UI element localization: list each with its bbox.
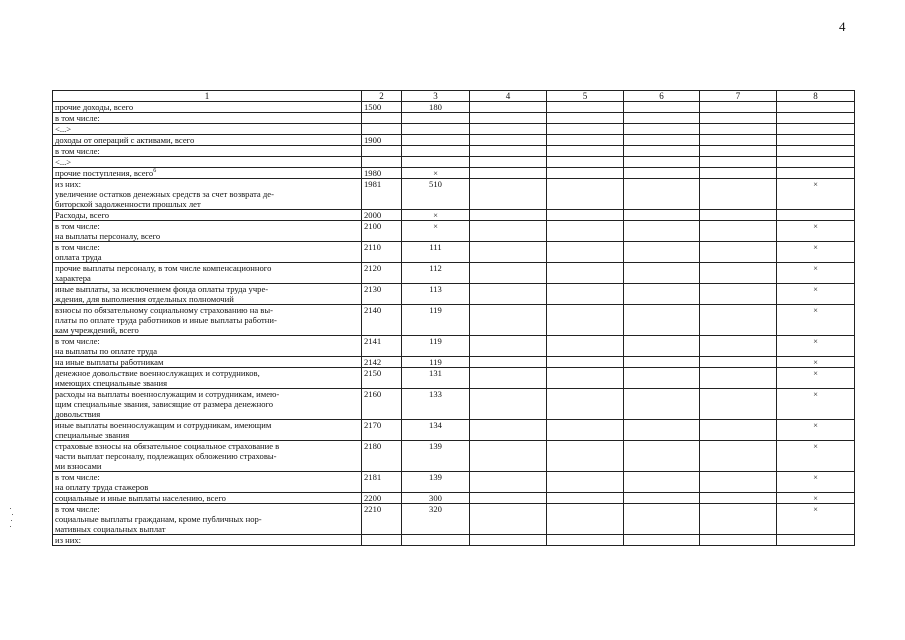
row-label-line: <...>: [55, 124, 72, 134]
value-cell: [624, 102, 700, 113]
value-cell: [547, 221, 624, 242]
column-header: 6: [624, 91, 700, 102]
page-number: 4: [839, 19, 846, 34]
row-label-cell: [53, 305, 362, 336]
value-cell: [547, 368, 624, 389]
table-row: [53, 472, 855, 493]
table-row: [53, 284, 855, 305]
kosgu-code-cell: 131: [402, 368, 470, 389]
value-cell: [624, 368, 700, 389]
value-cell: [470, 102, 547, 113]
table-row: [53, 102, 855, 113]
row-label-line: взносы по обязательному социальному страхованию на вы-: [55, 305, 273, 315]
mark-cell: ×: [777, 389, 855, 420]
value-cell: [700, 221, 777, 242]
row-label-line: на выплаты персоналу, всего: [55, 231, 161, 241]
value-cell: [700, 472, 777, 493]
kosgu-code-cell: 139: [402, 441, 470, 472]
value-cell: [624, 472, 700, 493]
column-header: 4: [470, 91, 547, 102]
row-code-cell: 2170: [362, 420, 402, 441]
value-cell: [470, 493, 547, 504]
row-label-cell: [53, 168, 362, 179]
row-code-cell: 2140: [362, 305, 402, 336]
column-header: 2: [362, 91, 402, 102]
table-row: [53, 357, 855, 368]
row-label-line: части выплат персоналу, подлежащих обложению страховы-: [55, 451, 277, 461]
row-label-cell: [53, 441, 362, 472]
mark-cell: ×: [777, 284, 855, 305]
row-label-cell: [53, 102, 362, 113]
row-code-cell: 2160: [362, 389, 402, 420]
table-row: [53, 113, 855, 124]
row-label-cell: [53, 124, 362, 135]
row-label-line: в том числе:: [55, 221, 100, 231]
value-cell: [624, 242, 700, 263]
row-label-line: имеющих специальные звания: [55, 378, 168, 388]
row-code-cell: [362, 113, 402, 124]
value-cell: [470, 124, 547, 135]
row-label-line: социальные выплаты гражданам, кроме публичных нор-: [55, 514, 262, 524]
budget-table: [52, 90, 855, 546]
value-cell: [700, 102, 777, 113]
value-cell: [624, 336, 700, 357]
row-code-cell: 2181: [362, 472, 402, 493]
value-cell: [624, 179, 700, 210]
table-row: [53, 242, 855, 263]
row-code-cell: 2210: [362, 504, 402, 535]
scan-specks: [10, 508, 13, 528]
row-code-cell: [362, 157, 402, 168]
table-row: [53, 420, 855, 441]
mark-cell: ×: [777, 179, 855, 210]
value-cell: [624, 305, 700, 336]
mark-cell: [777, 113, 855, 124]
value-cell: [624, 113, 700, 124]
value-cell: [470, 221, 547, 242]
value-cell: [547, 124, 624, 135]
row-code-cell: [362, 124, 402, 135]
row-label-line: в том числе:: [55, 146, 100, 156]
row-label-cell: [53, 535, 362, 546]
value-cell: [700, 124, 777, 135]
kosgu-code-cell: 112: [402, 263, 470, 284]
value-cell: [547, 389, 624, 420]
value-cell: [470, 504, 547, 535]
kosgu-code-cell: [402, 535, 470, 546]
row-code-cell: 2180: [362, 441, 402, 472]
value-cell: [547, 113, 624, 124]
row-label-cell: [53, 113, 362, 124]
value-cell: [470, 135, 547, 146]
value-cell: [624, 157, 700, 168]
value-cell: [624, 210, 700, 221]
kosgu-code-cell: [402, 113, 470, 124]
value-cell: [547, 535, 624, 546]
row-code-cell: 1500: [362, 102, 402, 113]
row-label-line: специальные звания: [55, 430, 130, 440]
kosgu-code-cell: ×: [402, 210, 470, 221]
value-cell: [624, 420, 700, 441]
value-cell: [700, 242, 777, 263]
kosgu-code-cell: 510: [402, 179, 470, 210]
header-row: [53, 91, 855, 102]
row-code-cell: 2110: [362, 242, 402, 263]
row-label-line: социальные и иные выплаты населению, всего: [55, 493, 226, 503]
value-cell: [700, 441, 777, 472]
table-row: [53, 135, 855, 146]
row-label-line: доходы от операций с активами, всего: [55, 135, 195, 145]
table-row: [53, 124, 855, 135]
row-label-line: щим специальные звания, зависящие от размера денежного: [55, 399, 274, 409]
row-label-cell: [53, 389, 362, 420]
value-cell: [624, 389, 700, 420]
row-label-line: довольствия: [55, 409, 101, 419]
row-label-line: иные выплаты, за исключением фонда оплаты труда учре-: [55, 284, 269, 294]
value-cell: [470, 472, 547, 493]
row-label-cell: [53, 472, 362, 493]
kosgu-code-cell: 134: [402, 420, 470, 441]
value-cell: [470, 179, 547, 210]
value-cell: [624, 263, 700, 284]
value-cell: [470, 357, 547, 368]
row-label-line: в том числе:: [55, 336, 100, 346]
table-row: [53, 504, 855, 535]
mark-cell: [777, 102, 855, 113]
column-header: 3: [402, 91, 470, 102]
value-cell: [700, 305, 777, 336]
row-label-line: в том числе:: [55, 242, 100, 252]
row-code-cell: [362, 146, 402, 157]
value-cell: [547, 157, 624, 168]
row-code-cell: 1900: [362, 135, 402, 146]
table-row: [53, 305, 855, 336]
mark-cell: [777, 135, 855, 146]
table-row: [53, 441, 855, 472]
kosgu-code-cell: [402, 124, 470, 135]
row-label-line: мативных социальных выплат: [55, 524, 166, 534]
value-cell: [700, 179, 777, 210]
mark-cell: ×: [777, 420, 855, 441]
value-cell: [470, 535, 547, 546]
row-code-cell: 2200: [362, 493, 402, 504]
mark-cell: [777, 124, 855, 135]
row-label-cell: [53, 179, 362, 210]
table-row: [53, 210, 855, 221]
table-row: [53, 168, 855, 179]
value-cell: [700, 168, 777, 179]
mark-cell: [777, 157, 855, 168]
value-cell: [700, 535, 777, 546]
row-label-line: увеличение остатков денежных средств за счет возврата де-: [55, 189, 274, 199]
row-code-cell: [362, 535, 402, 546]
table-row: [53, 263, 855, 284]
kosgu-code-cell: 320: [402, 504, 470, 535]
table-row: [53, 146, 855, 157]
row-label-cell: [53, 221, 362, 242]
row-code-cell: 2142: [362, 357, 402, 368]
value-cell: [700, 357, 777, 368]
row-label-line: иные выплаты военнослужащим и сотрудникам, имеющим: [55, 420, 272, 430]
row-label-cell: [53, 242, 362, 263]
column-header: 7: [700, 91, 777, 102]
value-cell: [624, 168, 700, 179]
column-header: 8: [777, 91, 855, 102]
table-row: [53, 157, 855, 168]
mark-cell: [777, 535, 855, 546]
mark-cell: [777, 146, 855, 157]
value-cell: [470, 168, 547, 179]
row-label-line: страховые взносы на обязательное социальное страхование в: [55, 441, 280, 451]
row-label-line: расходы на выплаты военнослужащим и сотрудникам, имею-: [55, 389, 280, 399]
table-row: [53, 493, 855, 504]
value-cell: [624, 493, 700, 504]
row-label-cell: [53, 146, 362, 157]
kosgu-code-cell: [402, 157, 470, 168]
mark-cell: [777, 210, 855, 221]
value-cell: [700, 284, 777, 305]
row-label-cell: [53, 504, 362, 535]
mark-cell: ×: [777, 493, 855, 504]
value-cell: [624, 535, 700, 546]
mark-cell: ×: [777, 242, 855, 263]
row-label-cell: [53, 368, 362, 389]
row-label-line: оплата труда: [55, 252, 102, 262]
table-row: [53, 535, 855, 546]
row-label-line: платы по оплате труда работников и иные выплаты работни-: [55, 315, 277, 325]
value-cell: [624, 441, 700, 472]
value-cell: [700, 389, 777, 420]
value-cell: [547, 146, 624, 157]
value-cell: [624, 124, 700, 135]
row-code-cell: 1981: [362, 179, 402, 210]
value-cell: [470, 157, 547, 168]
mark-cell: [777, 168, 855, 179]
table-row: [53, 179, 855, 210]
kosgu-code-cell: [402, 135, 470, 146]
kosgu-code-cell: ×: [402, 221, 470, 242]
value-cell: [470, 441, 547, 472]
value-cell: [547, 135, 624, 146]
row-label-line: прочие поступления, всего: [55, 168, 154, 178]
row-label-line: биторской задолженности прошлых лет: [55, 199, 201, 209]
value-cell: [470, 336, 547, 357]
row-label-line: из них:: [55, 179, 82, 189]
row-label-line: прочие выплаты персоналу, в том числе компенсационного: [55, 263, 272, 273]
value-cell: [470, 113, 547, 124]
kosgu-code-cell: 111: [402, 242, 470, 263]
row-label-line: Расходы, всего: [55, 210, 110, 220]
kosgu-code-cell: 180: [402, 102, 470, 113]
mark-cell: ×: [777, 357, 855, 368]
value-cell: [547, 357, 624, 368]
mark-cell: ×: [777, 504, 855, 535]
value-cell: [547, 284, 624, 305]
value-cell: [700, 157, 777, 168]
value-cell: [700, 493, 777, 504]
row-label-cell: [53, 336, 362, 357]
value-cell: [700, 336, 777, 357]
row-label-line: ждения, для выполнения отдельных полномочий: [55, 294, 234, 304]
mark-cell: ×: [777, 441, 855, 472]
value-cell: [700, 263, 777, 284]
row-code-cell: 2120: [362, 263, 402, 284]
value-cell: [624, 135, 700, 146]
row-label-line: кам учреждений, всего: [55, 325, 139, 335]
value-cell: [547, 210, 624, 221]
value-cell: [547, 493, 624, 504]
row-label-cell: [53, 263, 362, 284]
row-code-cell: 2141: [362, 336, 402, 357]
kosgu-code-cell: 133: [402, 389, 470, 420]
value-cell: [700, 420, 777, 441]
table-row: [53, 336, 855, 357]
footnote-mark: 6: [153, 168, 157, 175]
kosgu-code-cell: 300: [402, 493, 470, 504]
table-row: [53, 389, 855, 420]
value-cell: [700, 113, 777, 124]
row-code-cell: 2130: [362, 284, 402, 305]
kosgu-code-cell: 139: [402, 472, 470, 493]
value-cell: [547, 420, 624, 441]
value-cell: [547, 102, 624, 113]
value-cell: [547, 168, 624, 179]
kosgu-code-cell: [402, 146, 470, 157]
kosgu-code-cell: ×: [402, 168, 470, 179]
row-label-cell: [53, 493, 362, 504]
value-cell: [547, 242, 624, 263]
kosgu-code-cell: 119: [402, 336, 470, 357]
value-cell: [547, 336, 624, 357]
column-header: 5: [547, 91, 624, 102]
row-label-line: на выплаты по оплате труда: [55, 346, 158, 356]
column-header: 1: [53, 91, 362, 102]
row-label-line: в том числе:: [55, 113, 100, 123]
row-label-line: характера: [55, 273, 91, 283]
value-cell: [470, 368, 547, 389]
value-cell: [624, 284, 700, 305]
kosgu-code-cell: 119: [402, 305, 470, 336]
row-code-cell: 2100: [362, 221, 402, 242]
row-code-cell: 2000: [362, 210, 402, 221]
value-cell: [700, 146, 777, 157]
value-cell: [547, 263, 624, 284]
row-label-line: на оплату труда стажеров: [55, 482, 149, 492]
mark-cell: ×: [777, 263, 855, 284]
value-cell: [470, 305, 547, 336]
table-row: [53, 368, 855, 389]
row-label-cell: [53, 210, 362, 221]
value-cell: [624, 357, 700, 368]
value-cell: [547, 305, 624, 336]
mark-cell: ×: [777, 221, 855, 242]
kosgu-code-cell: 119: [402, 357, 470, 368]
row-label-line: денежное довольствие военнослужащих и сотрудников,: [55, 368, 260, 378]
value-cell: [700, 368, 777, 389]
value-cell: [470, 242, 547, 263]
value-cell: [470, 210, 547, 221]
row-label-cell: [53, 284, 362, 305]
row-code-cell: 2150: [362, 368, 402, 389]
row-label-cell: [53, 420, 362, 441]
row-label-line: в том числе:: [55, 504, 100, 514]
row-label-line: <...>: [55, 157, 72, 167]
table-body: [53, 102, 855, 546]
value-cell: [547, 472, 624, 493]
row-code-cell: 1980: [362, 168, 402, 179]
row-label-line: в том числе:: [55, 472, 100, 482]
row-label-line: прочие доходы, всего: [55, 102, 134, 112]
mark-cell: ×: [777, 336, 855, 357]
value-cell: [624, 221, 700, 242]
value-cell: [547, 504, 624, 535]
value-cell: [547, 441, 624, 472]
row-label-line: ми взносами: [55, 461, 102, 471]
value-cell: [470, 146, 547, 157]
row-label-cell: [53, 157, 362, 168]
value-cell: [700, 504, 777, 535]
value-cell: [547, 179, 624, 210]
table-row: [53, 221, 855, 242]
value-cell: [624, 504, 700, 535]
value-cell: [700, 135, 777, 146]
value-cell: [624, 146, 700, 157]
value-cell: [470, 389, 547, 420]
value-cell: [700, 210, 777, 221]
mark-cell: ×: [777, 472, 855, 493]
row-label-cell: [53, 357, 362, 368]
row-label-line: из них:: [55, 535, 82, 545]
row-label-cell: [53, 135, 362, 146]
mark-cell: ×: [777, 305, 855, 336]
row-label-line: на иные выплаты работникам: [55, 357, 164, 367]
value-cell: [470, 284, 547, 305]
value-cell: [470, 420, 547, 441]
value-cell: [470, 263, 547, 284]
kosgu-code-cell: 113: [402, 284, 470, 305]
mark-cell: ×: [777, 368, 855, 389]
